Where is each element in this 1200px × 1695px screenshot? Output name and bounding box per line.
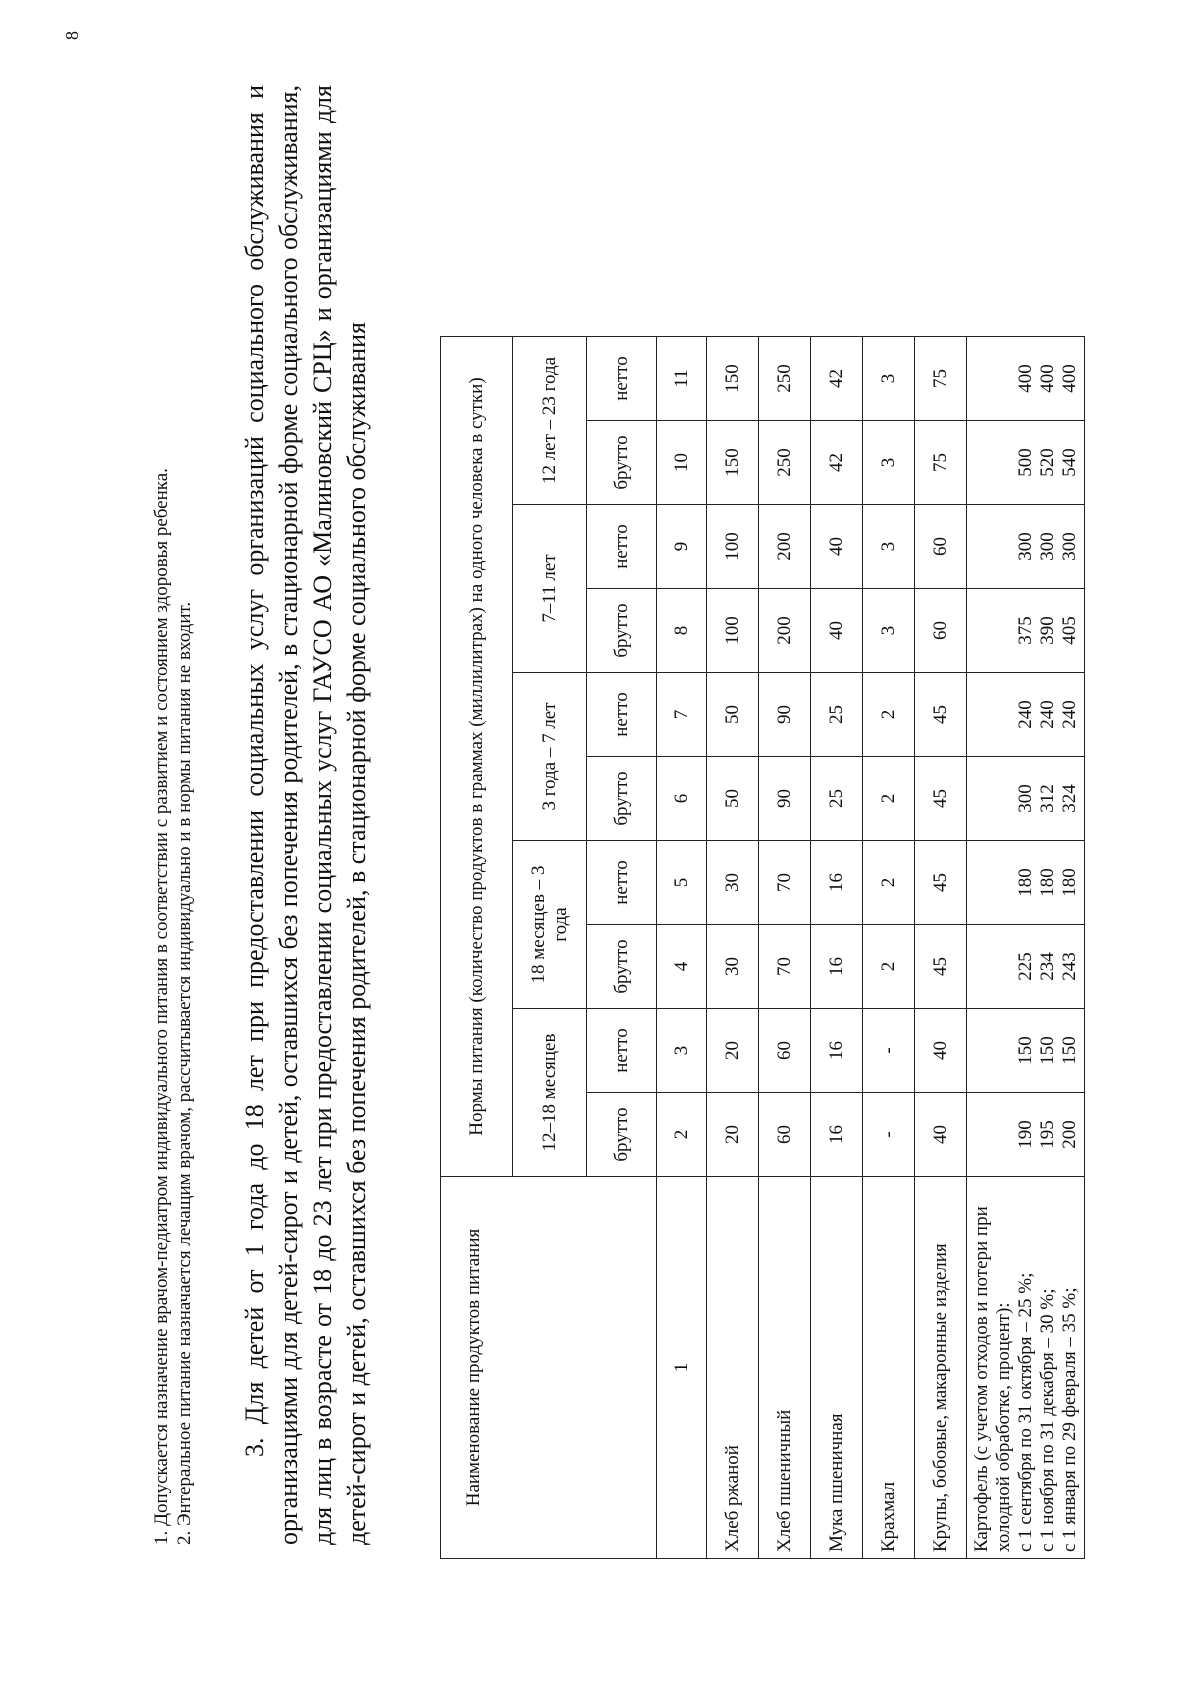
table-cell: 200 [759,589,811,673]
product-name [967,1177,1085,1559]
age-group-header: 18 месяцев – 3 года [513,841,587,1009]
table-cell: 70 [759,925,811,1009]
netto-header: нетто [587,337,657,421]
table-cell: 30 [707,841,759,925]
age-group-header: 3 года – 7 лет [513,673,587,841]
table-cell: 200 [759,505,811,589]
table-cell: 60 [915,589,967,673]
table-row [915,337,967,1559]
table-row [759,337,811,1559]
column-number: 9 [657,505,707,589]
table-cell: 45 [915,757,967,841]
product-name: Крахмал [863,1177,915,1559]
table-cell: 40 [915,1009,967,1093]
header-row-1 [441,337,513,1559]
table-cell: 16 [811,841,863,925]
brutto-header: брутто [587,925,657,1009]
table-cell: 100 [707,505,759,589]
table-row-potato [967,337,1085,1559]
table-cell: 40 [915,1093,967,1177]
table-cell: 300 312 324 [967,757,1085,841]
table-cell: 42 [811,337,863,421]
table-cell: 500 520 540 [967,421,1085,505]
table-cell: 250 [759,421,811,505]
netto-header: нетто [587,841,657,925]
column-number: 7 [657,673,707,757]
table-cell: 150 [707,421,759,505]
table-cell: - [863,1009,915,1093]
age-group-header: 12 лет – 23 года [513,337,587,505]
column-number: 8 [657,589,707,673]
potato-line: с 1 сентября по 31 октября – 25 %; [1015,1272,1036,1552]
table-cell: 70 [759,841,811,925]
brutto-header: брутто [587,421,657,505]
table-cell: 240 240 240 [967,673,1085,757]
table-cell: 375 390 405 [967,589,1085,673]
table-cell: 300 300 300 [967,505,1085,589]
age-group-header: 12–18 месяцев [513,1009,587,1177]
column-number-row [657,337,707,1559]
table-cell: 40 [811,505,863,589]
table-cell: 45 [915,673,967,757]
age-group-header: 7–11 лет [513,505,587,673]
column-number: 4 [657,925,707,1009]
netto-header: нетто [587,673,657,757]
section-paragraph [238,85,374,1545]
table-cell: 60 [915,505,967,589]
table-cell: 2 [863,841,915,925]
table-cell: 45 [915,925,967,1009]
product-name: Хлеб пшеничный [759,1177,811,1559]
table-cell: 30 [707,925,759,1009]
table-cell: 20 [707,1093,759,1177]
netto-header: нетто [587,1009,657,1093]
potato-line: Картофель (с учетом отходов и потери при [971,1206,992,1552]
brutto-header: брутто [587,589,657,673]
column-number: 11 [657,337,707,421]
nutrition-norms-table [440,336,1085,1559]
page-number: 8 [62,31,82,40]
column-number: 2 [657,1093,707,1177]
table-cell: 250 [759,337,811,421]
norms-header: Нормы питания (количество продуктов в граммах (миллилитрах) на одного человека в сутки) [441,337,513,1177]
footnotes [150,95,196,1545]
table-cell: 75 [915,421,967,505]
table-cell: 90 [759,673,811,757]
table-row [707,337,759,1559]
product-name: Мука пшеничная [811,1177,863,1559]
column-number: 3 [657,1009,707,1093]
potato-line: холодной обработке, процент): [993,1302,1014,1552]
potato-line: с 1 ноября по 31 декабря – 30 %; [1037,1288,1058,1552]
table-cell: 16 [811,1009,863,1093]
table-cell: 3 [863,421,915,505]
table-row [863,337,915,1559]
product-name-header: Наименование продуктов питания [441,1177,657,1559]
footnote-1: 1. Допускается назначение врачом-педиатром индивидуального питания в соответствии с развитием и состоянием здоровья ребенка. [151,468,172,1545]
netto-header: нетто [587,505,657,589]
table-cell: 50 [707,757,759,841]
table-cell: 40 [811,589,863,673]
table-cell: 2 [863,757,915,841]
table-cell: 3 [863,337,915,421]
brutto-header: брутто [587,1093,657,1177]
table-cell: 190 195 200 [967,1093,1085,1177]
table-cell: 400 400 400 [967,337,1085,421]
table-cell: 50 [707,673,759,757]
product-name: Хлеб ржаной [707,1177,759,1559]
product-name: Крупы, бобовые, макаронные изделия [915,1177,967,1559]
table-cell: 60 [759,1093,811,1177]
table-cell: 16 [811,925,863,1009]
table-cell: 20 [707,1009,759,1093]
table-cell: 150 [707,337,759,421]
table-cell: 100 [707,589,759,673]
column-number: 5 [657,841,707,925]
table-cell: - [863,1093,915,1177]
potato-line: с 1 января по 29 февраля – 35 %; [1059,1287,1080,1552]
brutto-header: брутто [587,757,657,841]
table-cell: 25 [811,757,863,841]
column-number: 6 [657,757,707,841]
table-cell: 16 [811,1093,863,1177]
table-cell: 225 234 243 [967,925,1085,1009]
table-cell: 90 [759,757,811,841]
table-row [811,337,863,1559]
column-number: 10 [657,421,707,505]
table-cell: 60 [759,1009,811,1093]
table-cell: 3 [863,589,915,673]
table-cell: 45 [915,841,967,925]
table-cell: 2 [863,925,915,1009]
table-cell: 3 [863,505,915,589]
table-cell: 150 150 150 [967,1009,1085,1093]
table-cell: 180 180 180 [967,841,1085,925]
table-cell: 75 [915,337,967,421]
table-cell: 42 [811,421,863,505]
column-number: 1 [657,1177,707,1559]
paragraph-text: 3. Для детей от 1 года до 18 лет при предоставлении социальных услуг организаций социального обслуживания и организациями для детей-сирот и детей, оставшихся без попечения родителей, в стационарной форме социального обслуживания, для лиц в возрасте от 18 до 23 лет при предоставлении социальных услуг ГАУСО АО «Малиновский СРЦ» и организациями для детей-сирот и детей, оставшихся без попечения родителей, в стационарной форме социального обслуживания [240,85,371,1545]
table-cell: 2 [863,673,915,757]
footnote-2: 2. Энтеральное питание назначается лечащим врачом, рассчитывается индивидуально и в нормы питания не входит. [174,601,195,1545]
table-cell: 25 [811,673,863,757]
